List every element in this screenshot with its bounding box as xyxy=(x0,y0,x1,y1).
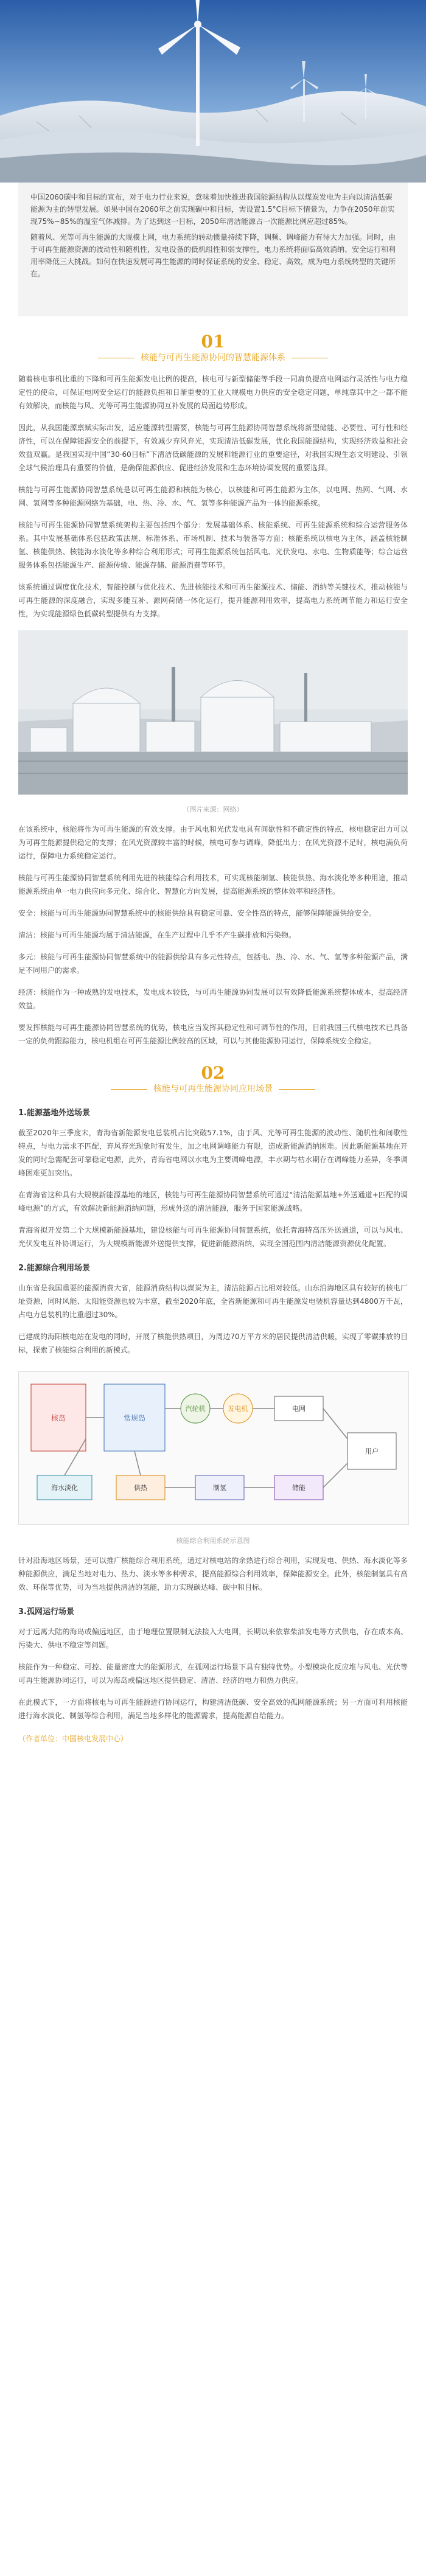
nuclear-integrated-system-diagram xyxy=(18,1371,409,1525)
paragraph: 要发挥核能与可再生能源协同智慧系统的优势，核电应当发挥其稳定性和可调节性的作用，目前我国三代核电技术已具备一定的负荷跟踪能力，核电机组在可再生能源比例较高的区域，可以与其他能源协同运行，保障系统安全稳定。 xyxy=(18,1023,408,1045)
section-1-heading xyxy=(18,332,408,364)
diagram-label: 电网 xyxy=(292,1405,306,1413)
section-number: 01 xyxy=(201,332,225,352)
diagram-label: 储能 xyxy=(292,1484,306,1492)
subheading: 1.能源基地外送场景 xyxy=(18,1109,90,1118)
paragraph: 该系统通过调度优化技术，智能控制与优化技术、先进核能技术和可再生能源技术、储能、消纳等关键技术，推动核能与可再生能源的深度融合，实现多能互补、源网荷储一体化运行，提升能源利用效率，提高电力系统调节能力和运行安全性，为实现能源绿色低碳转型提供有力支撑。 xyxy=(18,583,408,618)
diagram-label: 用户 xyxy=(365,1447,379,1455)
paragraph: 核能与可再生能源协同智慧系统架构主要包括四个部分：发展基础体系、核能系统、可再生能源系统和综合运营服务体系。其中发展基础体系包括政策法规、标准体系、市场机制、技术与装备等方面；核能系统以核电为主体，涵盖核能制氢、核能供热、核能海水淡化等多种综合利用形式；可再生能源系统包括风电、光伏发电、水电、生物质能等；综合运营服务体系包括能源生产、能源传输、能源存储、能源消费等环节。 xyxy=(18,521,408,569)
paragraph: 在该系统中，核能将作为可再生能源的有效支撑。由于风电和光伏发电具有间歇性和不确定性的特点，核电稳定出力可以为可再生能源提供稳定的支撑；在风光资源较丰富的时候，核电可参与调峰，降低出力；在风光资源不足时，核电满负荷运行，保障电力系统稳定运行。 xyxy=(18,825,408,860)
diagram-label: 核岛 xyxy=(51,1414,66,1422)
photo-caption: （图片来源：网络） xyxy=(183,806,243,813)
diagram-label: 汽轮机 xyxy=(185,1405,206,1413)
paragraph: 已建成的海阳核电站在发电的同时，开展了核能供热项目，为周边70万平方米的居民提供清洁供暖，实现了零碳排放的目标，探索了核能综合利用的新模式。 xyxy=(18,1332,408,1354)
section-title: 核能与可再生能源协同应用场景 xyxy=(18,1083,408,1095)
paragraph: 多元：核能与可再生能源协同智慧系统中的能源供给具有多元性特点，包括电、热、冷、水、气、氢等多种能源产品，满足不同用户的需求。 xyxy=(18,953,408,975)
diagram-label: 供热 xyxy=(134,1484,147,1492)
diagram-label: 制氢 xyxy=(213,1484,226,1492)
paragraph: 山东省是我国重要的能源消费大省，能源消费结构以煤炭为主，清洁能源占比相对较低。山东沿海地区具有较好的核电厂址资源，同时风能、太阳能资源也较为丰富，截至2020年底，全省新能源和可再生能源发电装机容量达到4800万千瓦，占电力总装机的比重超过30%。 xyxy=(18,1284,408,1319)
diagram-caption: 核能综合利用系统示意图 xyxy=(176,1537,250,1545)
paragraph: 在青海省这种具有大规模新能源基地的地区，核能与可再生能源协同智慧系统可通过“清洁能源基地+外送通道+匹配的调峰电源”的方式，有效解决新能源消纳问题，形成外送的清洁能源，服务于国家能源战略。 xyxy=(18,1191,408,1213)
paragraph: 在此模式下，一方面将核电与可再生能源进行协同运行，构建清洁低碳、安全高效的孤网能源系统；另一方面可利用核能进行海水淡化、制氢等综合利用，满足当地多样化的能源需求，提高能源自给能力。 xyxy=(18,1698,408,1720)
paragraph: 因此，从我国能源禀赋实际出发，适应能源转型需要，核能与可再生能源协同智慧系统将新型储能、必要性、可行性和经济性，可以在保障能源安全的前提下，有效减少弃风弃光，实现清洁低碳发展，优化我国能源结构，实现经济效益和社会效益双赢。是我国实现中国“30·60目标”下清洁低碳能源的发展和能源行业的重要途径，对我国实现生态文明建设、引领全球气候治理具有重要的价值，是确保能源供应、促进经济发展和生态环境协调发展的重要选择。 xyxy=(18,423,408,472)
section-title: 核能与可再生能源协同的智慧能源体系 xyxy=(18,352,408,364)
diagram-label: 常规岛 xyxy=(123,1414,146,1422)
section-number: 02 xyxy=(201,1063,225,1083)
subheading: 3.孤网运行场景 xyxy=(18,1607,74,1617)
intro-paragraph-1: 中国2060碳中和目标的宣布，对于电力行业来说，意味着加快推进我国能源结构从以煤炭发电为主向以清洁低碳能源为主的转型发展。如果中国在2060年之前实现碳中和目标，需设置1.5°C目标下情景为，力争在2050年前实现75%~85%的温室气体减排。为了达到这一目标，2050年清洁能源占一次能源比例应超过85%。 xyxy=(30,193,395,226)
section-2-heading xyxy=(18,1063,408,1095)
subheading: 2.能源综合利用场景 xyxy=(18,1264,90,1273)
paragraph: 随着核电事机比重的下降和可再生能源发电比例的提高，核电可与新型储能等手段一同肩负提高电网运行灵活性与电力稳定性的使命，可保证电网安全运行的能源负担和日渐重要的工业大规模电力供应的安全稳定问题，单纯靠其中之一都不能有效解决，而核能与风、光等可再生能源协同互补发展的局面趋势形成。 xyxy=(18,375,408,410)
nuclear-plant-photo xyxy=(18,630,408,795)
paragraph: 对于远离大陆的海岛或偏远地区，由于地理位置限制无法接入大电网，长期以来依靠柴油发电等方式供电，存在成本高、污染大、供电不稳定等问题。 xyxy=(18,1627,408,1649)
section-1 xyxy=(0,332,426,1048)
intro-box xyxy=(18,183,408,316)
paragraph: 截至2020年三季度末，青海省新能源发电总装机占比突破57.1%，由于风、光等可再生能源的波动性、随机性和间歇性特点，与电力需求不匹配，弃风弃光现象时有发生，加之电网调峰能力有限，造成新能源消纳困难。因此新能源基地在开发的同时急需配套可靠稳定电源，此外，青海省电网以水电为主要调峰电源，丰水期与枯水期存在调峰能力差异，冬季调峰困难更加突出。 xyxy=(18,1129,408,1177)
author-affiliation: （作者单位：中国核电发展中心） xyxy=(18,1735,128,1743)
paragraph: 核能与可再生能源协同智慧系统利用先进的核能综合利用技术，可实现核能制氢、核能供热、海水淡化等多种用途，推动能源系统由单一电力供应向多元化、综合化、智慧化方向发展，提高能源系统的整体效率和经济性。 xyxy=(18,874,408,896)
paragraph: 清洁：核能与可再生能源均属于清洁能源，在生产过程中几乎不产生碳排放和污染物。 xyxy=(18,931,296,939)
paragraph: 经济：核能作为一种成熟的发电技术，发电成本较低，与可再生能源协同发展可以有效降低能源系统整体成本，提高经济效益。 xyxy=(18,988,408,1010)
intro-paragraph-2: 随着风、光等可再生能源的大规模上网，电力系统的转动惯量持续下降，调频、调峰能力有待大力加强。同时，由于可再生能源资源的波动性和随机性，发电设备的低机组性和弱支撑性，电力系统将面临高效消纳、安全运行和利用率降低三大挑战。如何在快速发展可再生能源的同时保证系统的安全、稳定、高效，成为电力系统转型的关键所在。 xyxy=(30,233,396,278)
hero-image xyxy=(0,0,426,183)
wind-turbine-snow-landscape xyxy=(0,0,426,183)
section-2 xyxy=(0,1063,426,1744)
paragraph: 针对沿海地区场景，还可以推广核能综合利用系统，通过对核电站的余热进行综合利用，实现发电、供热、海水淡化等多种能源供应，满足当地对电力、热力、淡水等多种需求，提高能源综合利用效率，保障能源安全。此外，核能制氢具有高效、环保等优势，可为当地提供清洁的氢能，助力实现碳达峰、碳中和目标。 xyxy=(18,1556,408,1592)
paragraph: 核能作为一种稳定、可控、能量密度大的能源形式，在孤网运行场景下具有独特优势。小型模块化反应堆与风电、光伏等可再生能源协同运行，可以为海岛或偏远地区提供稳定、清洁、经济的电力和热力供应。 xyxy=(18,1663,408,1685)
paragraph: 青海省拟开发第二个大规模新能源基地，建设核能与可再生能源协同智慧系统，依托青海特高压外送通道，可以与风电、光伏发电互补协调运行，为大规模新能源外送提供支撑，促进新能源消纳，实现全国范围内清洁能源资源优化配置。 xyxy=(18,1226,408,1248)
diagram-label: 发电机 xyxy=(228,1405,248,1413)
paragraph: 安全：核能与可再生能源协同智慧系统中的核能供给具有稳定可靠、安全性高的特点，能够保障能源供给安全。 xyxy=(18,909,377,917)
paragraph: 核能与可再生能源协同智慧系统是以可再生能源和核能为核心，以核能和可再生能源为主体，以电网、热网、气网、水网、氢网等多种能源网络为基础，电、热、冷、水、气、氢等多种能源产品为一体的能源系统。 xyxy=(18,486,408,507)
diagram-label: 海水淡化 xyxy=(51,1484,78,1492)
